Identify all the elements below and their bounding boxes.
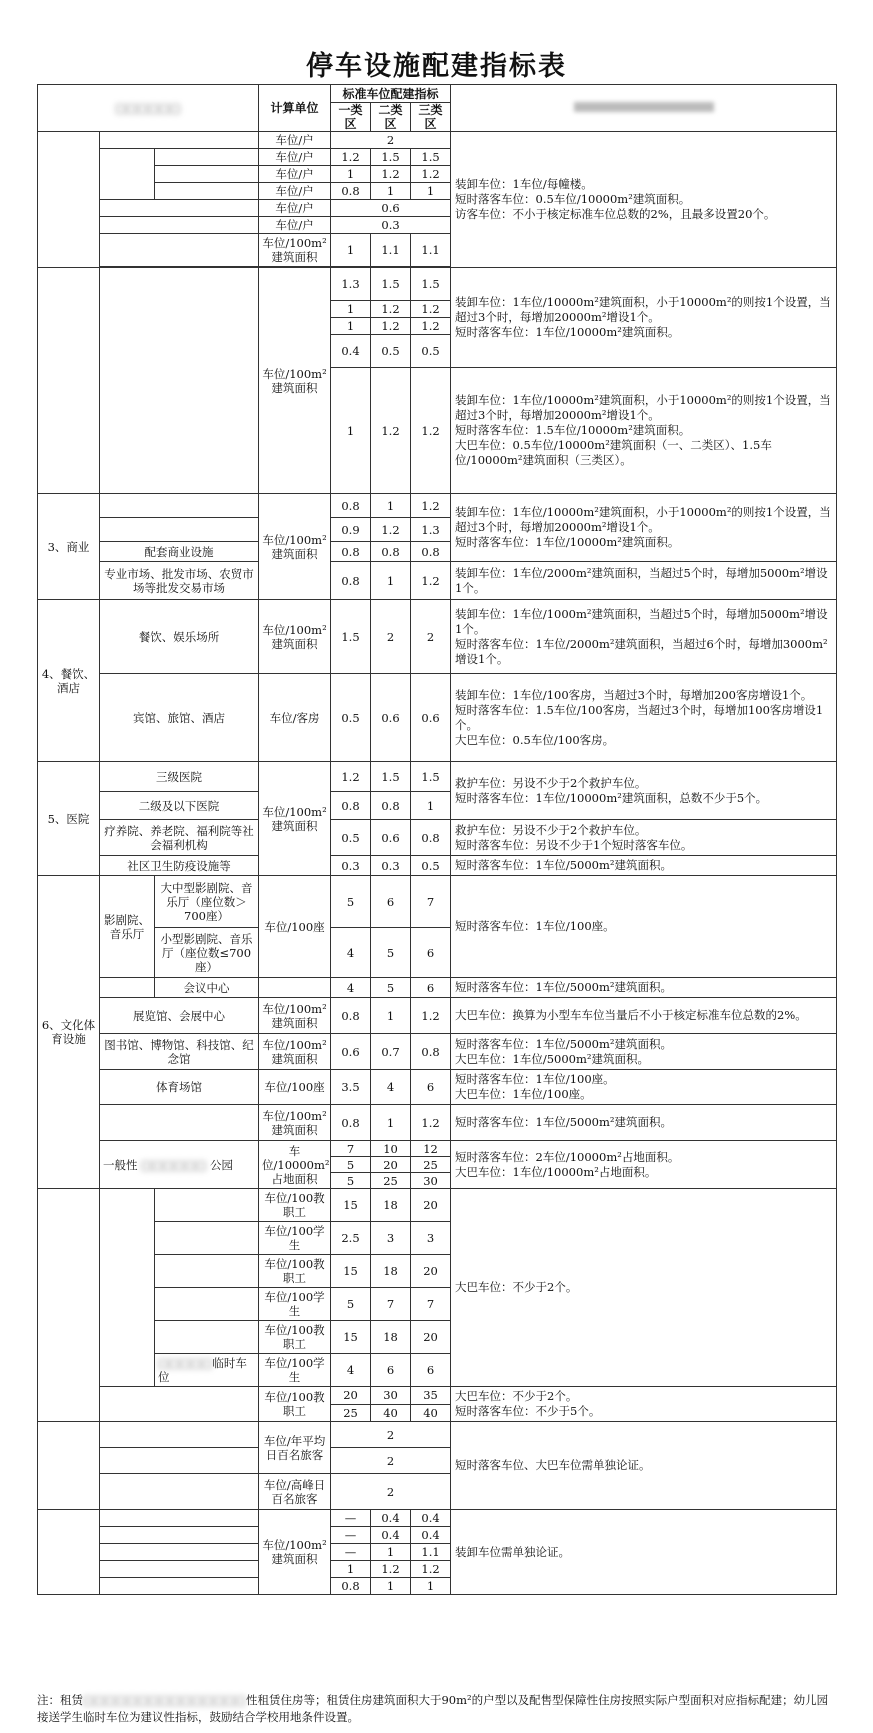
header-category-blurred: □□□□□□ (38, 85, 259, 132)
table-row: 1 1.2 1.2 (38, 318, 837, 335)
section-2-note-2: 装卸车位：1车位/10000m²建筑面积，小于10000m²的则按1个设置，当超过3个时，每增加20000m²增设1个。 短时落客车位：1.5车位/10000m²建筑面积。 大巴车位：0.5车位/10000m²建筑面积（一、二类区）、1.5车位/10000m²建筑面积（三类区）。 (451, 368, 837, 494)
table-row: 车位/100教职工 15 18 20 (38, 1255, 837, 1288)
table-row: 车位/100m²建筑面积 1 1.1 1.1 (38, 234, 837, 267)
table-row: 5、医院 三级医院 车位/100m²建筑面积 1.2 1.5 1.5 救护车位：另设不少于2个救护车位。 短时落客车位：1车位/10000m²建筑面积，总数不少于5个。 (38, 762, 837, 792)
table-row: 展览馆、会展中心 车位/100m²建筑面积 0.8 1 1.2 大巴车位：换算为小型车车位当量后不小于核定标准车位总数的2%。 (38, 998, 837, 1034)
table-row: 车位/户 2 装卸车位：1车位/每幢楼。 短时落客车位：0.5车位/10000m²建筑面积。 访客车位：不小于核定标准车位总数的2%，且最多设置20个。 (38, 132, 837, 149)
table-row: 2 (38, 1448, 837, 1474)
table-row: 专业市场、批发市场、农贸市场等批发交易市场 0.8 1 1.2 装卸车位：1车位/2000m²建筑面积，当超过5个时，每增加5000m²增设1个。 (38, 562, 837, 600)
table-row: 图书馆、博物馆、科技馆、纪念馆 车位/100m²建筑面积 0.6 0.7 0.8 短时落客车位：1车位/5000m²建筑面积。 大巴车位：1车位/5000m²建筑面积。 (38, 1034, 837, 1070)
table-row: 3、商业 车位/100m²建筑面积 0.8 1 1.2 装卸车位：1车位/10000m²建筑面积，小于10000m²的则按1个设置，当超过3个时，每增加20000m²增设1个。 短时落客车位：1车位/10000m²建筑面积。 (38, 494, 837, 518)
table-row: 5 20 25 (38, 1157, 837, 1173)
table-row: 一般性 □□□□□□ 公园 车位/10000m²占地面积 7 10 12 短时落客车位：2车位/10000m²占地面积。 大巴车位：1车位/10000m²占地面积。 (38, 1141, 837, 1157)
table-row: 1 1.2 1.2 装卸车位：1车位/10000m²建筑面积，小于10000m²的则按1个设置，当超过3个时，每增加20000m²增设1个。 短时落客车位：1.5车位/10000m²建筑面积。 大巴车位：0.5车位/10000m²建筑面积（一、二类区）、1.5车位/10000m²建筑面积（三类区）。 (38, 368, 837, 494)
table-row: 车位/100教职工 20 30 35 大巴车位：不少于2个。 短时落客车位：不少于5个。 (38, 1387, 837, 1405)
section-4-label: 4、餐饮、酒店 (38, 600, 100, 762)
table-row: 4、餐饮、酒店 餐饮、娱乐场所 车位/100m²建筑面积 1.5 2 2 装卸车位：1车位/1000m²建筑面积，当超过5个时，每增加5000m²增设1个。 短时落客车位：1车位/2000m²建筑面积，当超过6个时，每增加3000m²增设1个。 (38, 600, 837, 674)
table-row: 车位/户 1.2 1.5 1.5 (38, 149, 837, 166)
table-row: 车位/年平均日百名旅客 2 短时落客车位、大巴车位需单独论证。 (38, 1422, 837, 1448)
table-row: 车位/100m²建筑面积 — 0.4 0.4 装卸车位需单独论证。 (38, 1510, 837, 1527)
section-1-note: 装卸车位：1车位/每幢楼。 短时落客车位：0.5车位/10000m²建筑面积。 访客车位：不小于核定标准车位总数的2%，且最多设置20个。 (451, 132, 837, 268)
header-calc-unit: 计算单位 (259, 85, 331, 132)
table-row: 车位/户 0.3 (38, 217, 837, 234)
table-row: 6、文化体育设施 影剧院、音乐厅 大中型影剧院、音乐厅（座位数＞700座） 车位/100座 5 6 7 短时落客车位：1车位/100座。 (38, 876, 837, 928)
section-7-label-blurred (38, 1189, 100, 1422)
table-row: 0.4 0.5 0.5 (38, 335, 837, 368)
table-row: 体育场馆 车位/100座 3.5 4 6 短时落客车位：1车位/100座。 大巴车位：1车位/100座。 (38, 1070, 837, 1105)
table-row: 车位/户 1 1.2 1.2 (38, 166, 837, 183)
section-1-label-blurred (38, 132, 100, 268)
section-2-note-1: 装卸车位：1车位/10000m²建筑面积，小于10000m²的则按1个设置，当超过3个时，每增加20000m²增设1个。 短时落客车位：1车位/10000m²建筑面积。 (451, 268, 837, 368)
section-9-label-blurred (38, 1510, 100, 1595)
table-row: 车位/高峰日百名旅客 2 (38, 1474, 837, 1510)
header-row (38, 85, 837, 103)
table-row: 车位/100教职工 15 18 20 (38, 1321, 837, 1354)
table-row: — 1 1.1 (38, 1544, 837, 1561)
table-row: 25 40 40 (38, 1404, 837, 1422)
table-row: — 0.4 0.4 (38, 1527, 837, 1544)
table-row: 车位/100教职工 15 18 20 大巴车位：不少于2个。 (38, 1189, 837, 1222)
table-row: 社区卫生防疫设施等 0.3 0.3 0.5 短时落客车位：1车位/5000m²建筑面积。 (38, 856, 837, 876)
section-2-label-blurred (38, 268, 100, 494)
table-row: 车位/户 0.8 1 1 (38, 183, 837, 200)
table-row: □□□□□临时车位 车位/100学生 4 6 6 (38, 1354, 837, 1387)
table-row: 疗养院、养老院、福利院等社会福利机构 0.5 0.6 0.8 救护车位：另设不少于2个救护车位。 短时落客车位：另设不少于1个短时落客车位。 (38, 820, 837, 856)
table-row: 二级及以下医院 0.8 0.8 1 (38, 792, 837, 820)
section-3-label: 3、商业 (38, 494, 100, 600)
table-row: 小型影剧院、音乐厅（座位数≤700座） 4 5 6 (38, 928, 837, 978)
section-3-note-2: 装卸车位：1车位/2000m²建筑面积，当超过5个时，每增加5000m²增设1个。 (451, 562, 837, 600)
header-zone1: 一类区 (331, 103, 371, 132)
table-row: 车位/100m²建筑面积 1.3 1.5 1.5 装卸车位：1车位/10000m²建筑面积，小于10000m²的则按1个设置，当超过3个时，每增加20000m²增设1个。 短时落客车位：1车位/10000m²建筑面积。 (38, 268, 837, 301)
header-standard: 标准车位配建指标 (331, 85, 451, 103)
table-row: 车位/100m²建筑面积 0.8 1 1.2 短时落客车位：1车位/5000m²建筑面积。 (38, 1105, 837, 1141)
table-row: 5 25 30 (38, 1173, 837, 1189)
section-2-unit: 车位/100m²建筑面积 (259, 268, 331, 494)
table-row: 车位/100学生 5 7 7 (38, 1288, 837, 1321)
table-row: 车位/100学生 2.5 3 3 (38, 1222, 837, 1255)
table-row: 宾馆、旅馆、酒店 车位/客房 0.5 0.6 0.6 装卸车位：1车位/100客房，当超过3个时，每增加200客房增设1个。 短时落客车位：1.5车位/100客房，当超过3个时，每增加100客房增设1个。 大巴车位：0.5车位/100客房。 (38, 674, 837, 762)
section-6-label: 6、文化体育设施 (38, 876, 100, 1189)
table-row: 0.9 1.2 1.3 (38, 518, 837, 542)
table-row: 车位/户 0.6 (38, 200, 837, 217)
page-title: 停车设施配建指标表 (306, 51, 567, 82)
section-5-label: 5、医院 (38, 762, 100, 876)
header-zone3: 三类区 (411, 103, 451, 132)
table-row: 会议中心 4 5 6 短时落客车位：1车位/5000m²建筑面积。 (38, 978, 837, 998)
header-remark-blurred (451, 85, 837, 132)
table-row: 0.8 1 1 (38, 1578, 837, 1595)
footnote: 注：租赁□□□□□□□□□□□□□□□性租赁住房等；租赁住房建筑面积大于90m²的户型以及配售型保障性住房按照实际户型面积对应指标配建；幼儿园接送学生临时车位为建议性指标，鼓励结合学校用地条件设置。 (37, 1693, 829, 1724)
table-row: 1 1.2 1.2 (38, 301, 837, 318)
header-zone2: 二类区 (371, 103, 411, 132)
table-row: 1 1.2 1.2 (38, 1561, 837, 1578)
section-3-note-1: 装卸车位：1车位/10000m²建筑面积，小于10000m²的则按1个设置，当超过3个时，每增加20000m²增设1个。 短时落客车位：1车位/10000m²建筑面积。 (451, 494, 837, 562)
table-row: 配套商业设施 0.8 0.8 0.8 (38, 542, 837, 562)
parking-table (37, 84, 837, 1595)
section-8-label-blurred (38, 1422, 100, 1510)
